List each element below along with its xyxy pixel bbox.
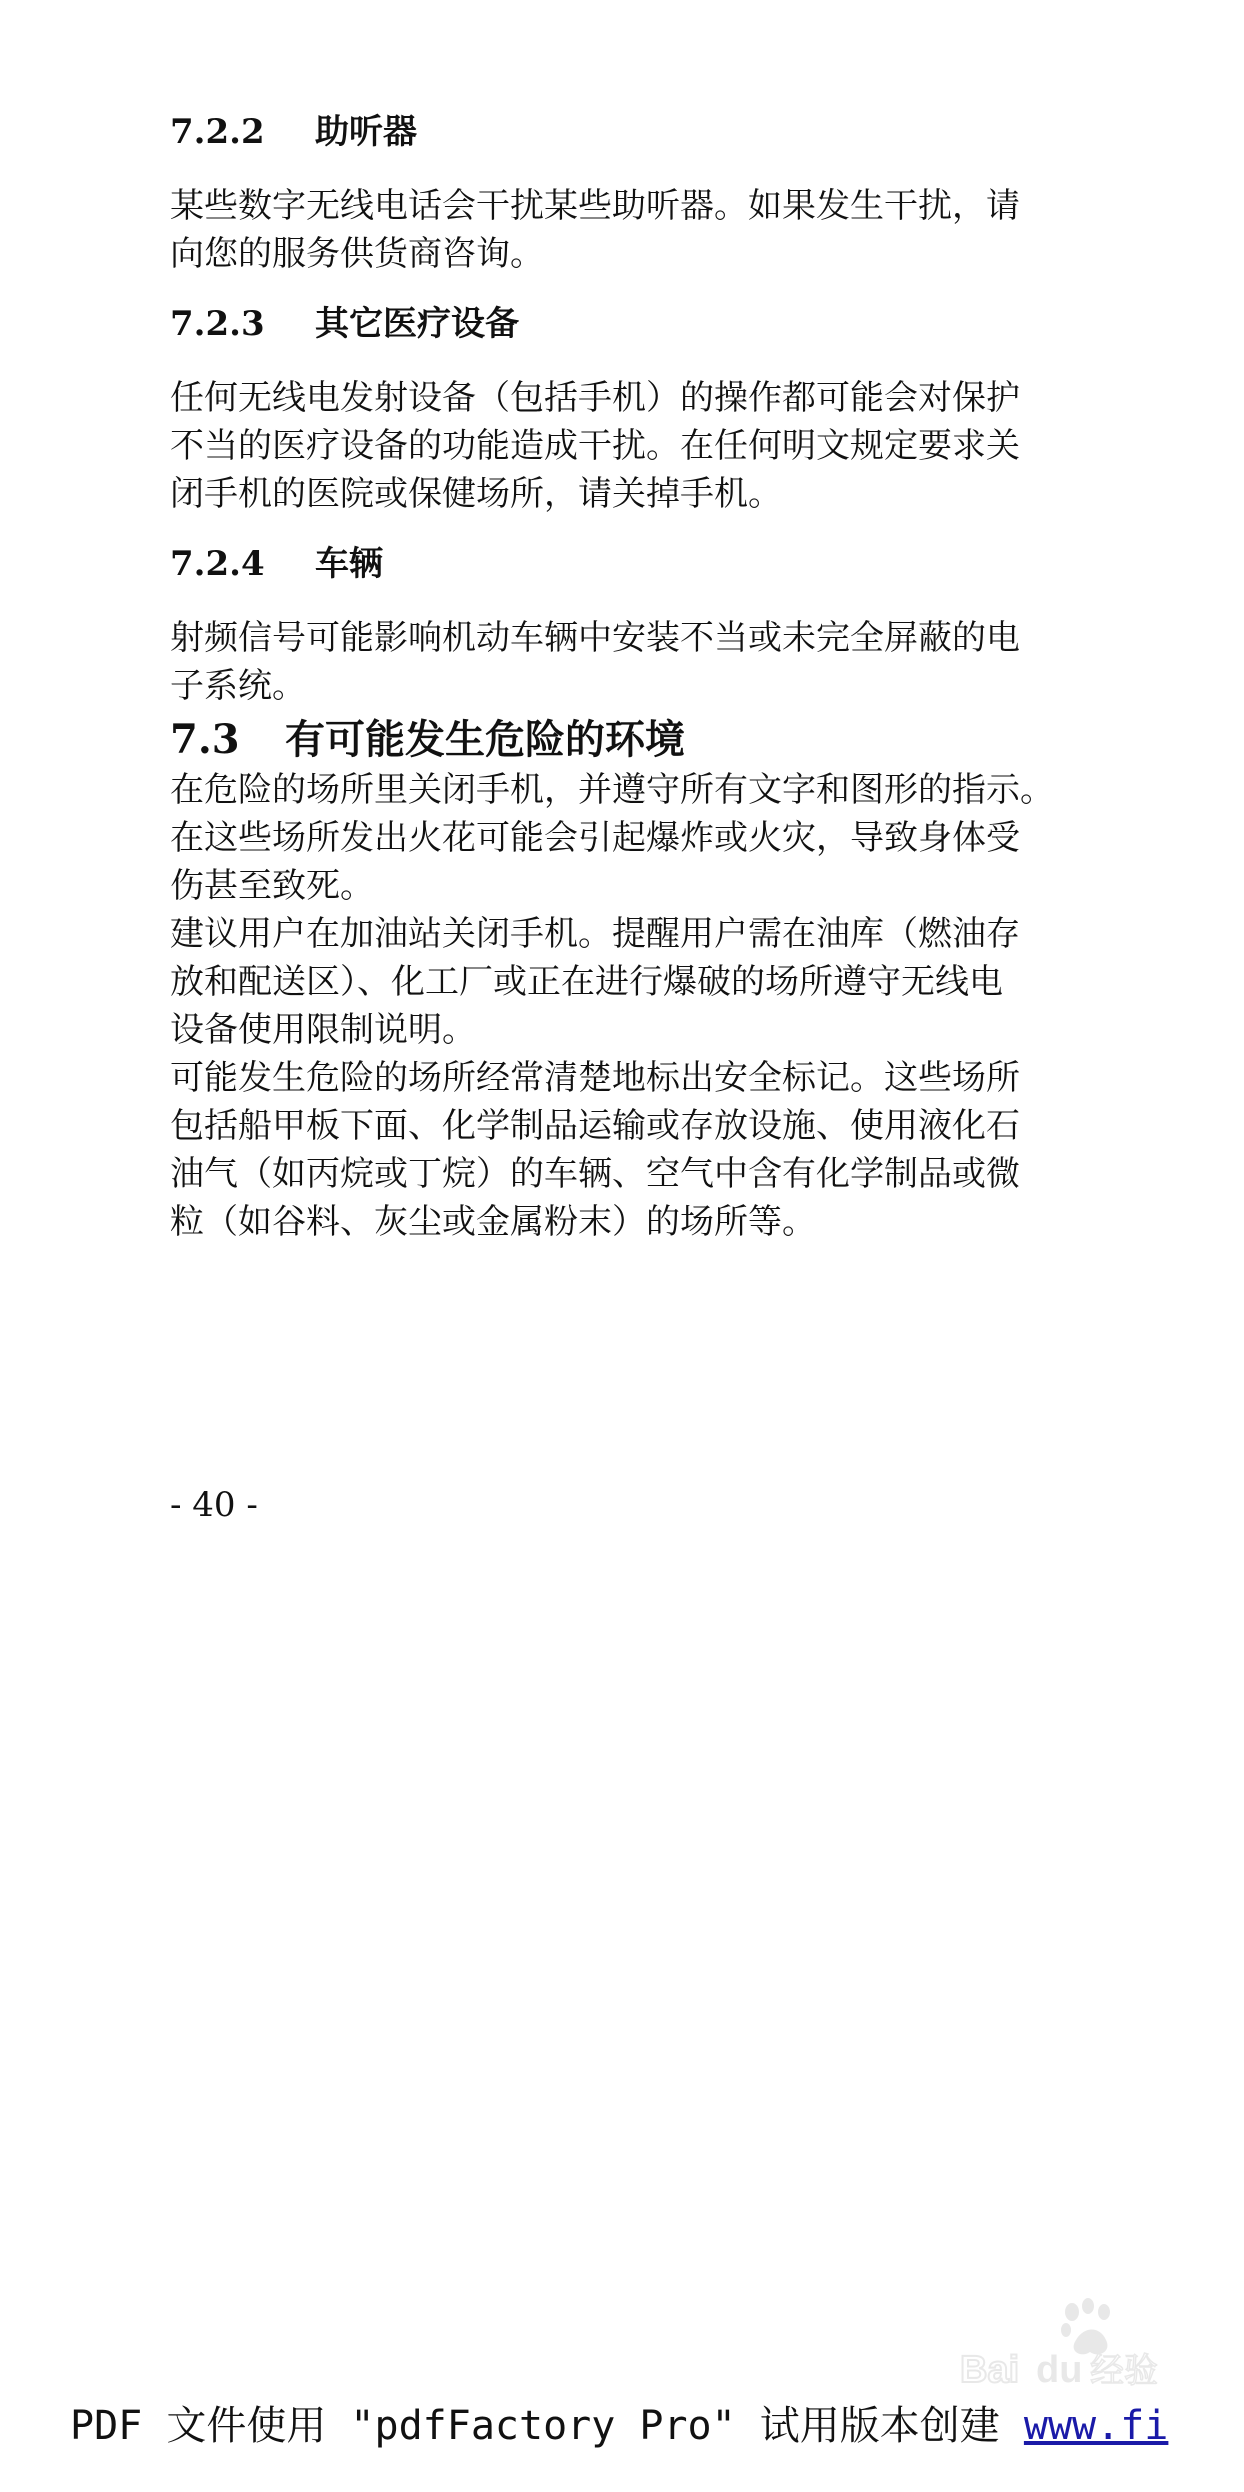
text-line: 油气（如丙烷或丁烷）的车辆、空气中含有化学制品或微 — [170, 1154, 1020, 1194]
heading-number: 7.2.3 — [170, 304, 265, 344]
text-line: 放和配送区）、化工厂或正在进行爆破的场所遵守无线电 — [170, 962, 1003, 1002]
text-line: 子系统。 — [170, 666, 306, 706]
heading-number: 7.3 — [170, 716, 240, 763]
heading-7-2-2 — [170, 108, 1070, 156]
text-line: 在这些场所发出火花可能会引起爆炸或火灾，导致身体受 — [170, 818, 1020, 858]
text-line: 不当的医疗设备的功能造成干扰。在任何明文规定要求关 — [170, 426, 1020, 466]
heading-title: 助听器 — [315, 112, 417, 152]
heading-title: 有可能发生危险的环境 — [285, 716, 685, 763]
text-line: 任何无线电发射设备（包括手机）的操作都可能会对保护 — [170, 378, 1020, 418]
heading-number: 7.2.2 — [170, 112, 265, 152]
page-number: - 40 - — [170, 1485, 258, 1525]
text-line: 可能发生危险的场所经常清楚地标出安全标记。这些场所 — [170, 1058, 1020, 1098]
heading-title: 车辆 — [315, 544, 383, 584]
heading-title: 其它医疗设备 — [315, 304, 519, 344]
paragraph-7-2-2 — [170, 182, 1070, 278]
text-line: 建议用户在加油站关闭手机。提醒用户需在油库（燃油存 — [170, 914, 1020, 954]
text-line: 设备使用限制说明。 — [170, 1010, 476, 1050]
pdf-footer — [70, 2398, 1168, 2454]
text-line: 粒（如谷料、灰尘或金属粉末）的场所等。 — [170, 1202, 816, 1242]
footer-text: PDF 文件使用 "pdfFactory Pro" 试用版本创建 — [70, 2403, 1024, 2449]
text-line: 包括船甲板下面、化学制品运输或存放设施、使用液化石 — [170, 1106, 1020, 1146]
svg-text:经验: 经验 — [1090, 2351, 1158, 2391]
paragraph-7-2-4 — [170, 614, 1070, 710]
text-line: 射频信号可能影响机动车辆中安装不当或未完全屏蔽的电 — [170, 618, 1020, 658]
baidu-watermark-logo — [954, 2290, 1174, 2400]
text-line: 闭手机的医院或保健场所，请关掉手机。 — [170, 474, 782, 514]
svg-text:du: du — [1036, 2349, 1083, 2391]
heading-7-3 — [170, 714, 1070, 766]
text-line: 伤甚至致死。 — [170, 866, 374, 906]
svg-text:Bai: Bai — [960, 2349, 1020, 2391]
footer-link[interactable]: www.fi — [1023, 2403, 1169, 2449]
page-content — [170, 108, 1070, 1246]
heading-7-2-3 — [170, 300, 1070, 348]
heading-number: 7.2.4 — [170, 544, 265, 584]
text-line: 某些数字无线电话会干扰某些助听器。如果发生干扰，请 — [170, 186, 1020, 226]
heading-7-2-4 — [170, 540, 1070, 588]
paragraph-7-2-3 — [170, 374, 1070, 518]
text-line: 向您的服务供货商咨询。 — [170, 234, 544, 274]
paragraph-7-3 — [170, 766, 1070, 1246]
text-line: 在危险的场所里关闭手机，并遵守所有文字和图形的指示。 — [170, 770, 1054, 810]
